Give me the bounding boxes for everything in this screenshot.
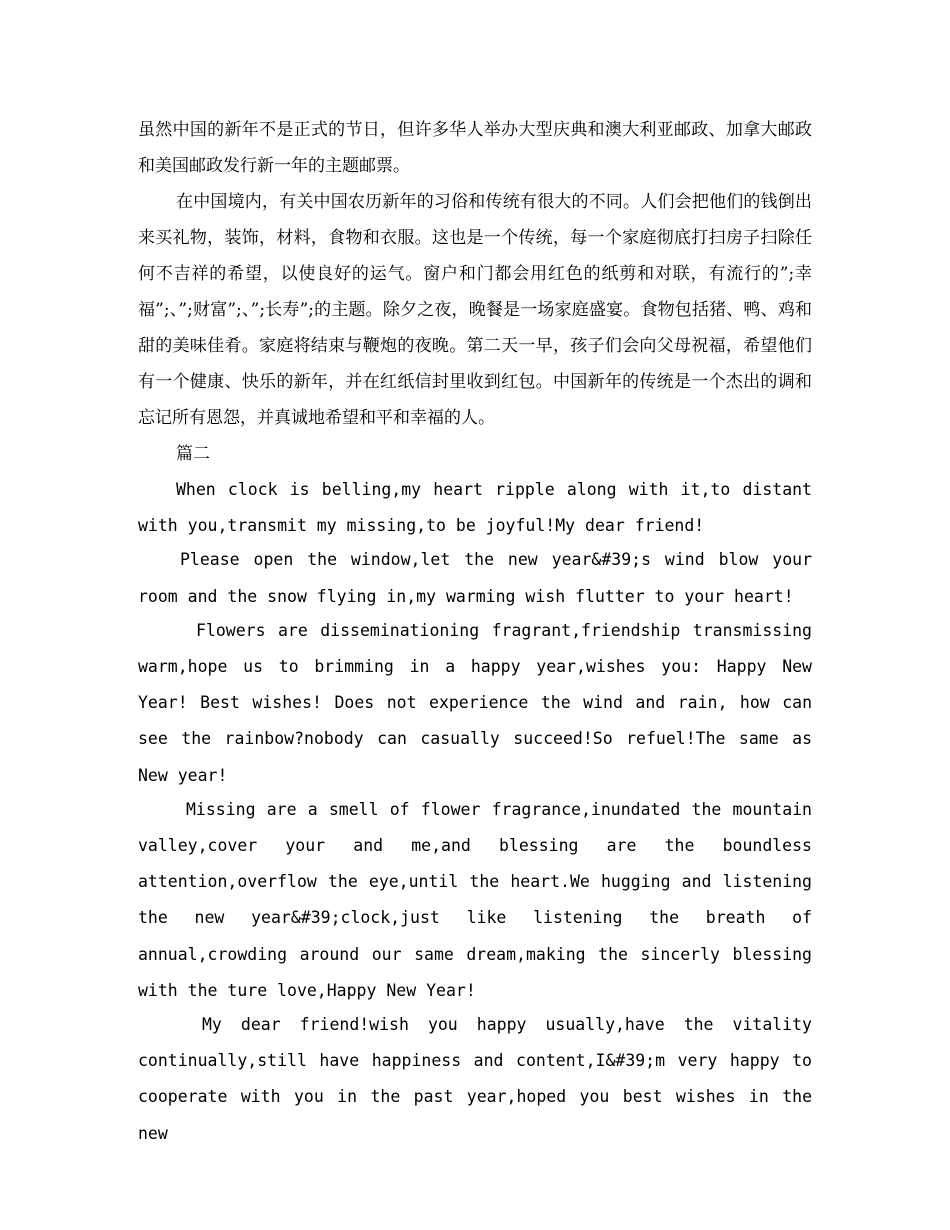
document-body xyxy=(138,112,822,1152)
paragraph-english-5: My dear friend!wish you happy usually,have the vitality continually,still have happiness and content,I&#39;m very happy to cooperate with you in the past year,hoped you best wishes in the new xyxy=(138,1015,822,1143)
paragraph-english-4: Missing are a smell of flower fragrance,inundated the mountain valley,cover your and me,and blessing are the boundless attention,overflow the eye,until the heart.We hugging and listening the new year&#39;clock,just like listening the breath of annual,crowding around our same dream,making the sincerly blessing with the ture love,Happy New Year! xyxy=(138,799,822,1000)
paragraph-english-2: Please open the window,let the new year&#39;s wind blow your room and the snow flying in,my warming wish flutter to your heart! xyxy=(138,550,822,606)
paragraph-chinese-1: 虽然中国的新年不是正式的节日，但许多华人举办大型庆典和澳大利亚邮政、加拿大邮政和美国邮政发行新一年的主题邮票。 xyxy=(138,120,812,176)
paragraph-chinese-2: 在中国境内，有关中国农历新年的习俗和传统有很大的不同。人们会把他们的钱倒出来买礼物，装饰，材料，食物和衣服。这也是一个传统，每一个家庭彻底打扫房子扫除任何不吉祥的希望，以使良好的运气。窗户和门都会用红色的纸剪和对联，有流行的”;幸福”;、”;财富”;、”;长寿”;的主题。除夕之夜，晚餐是一场家庭盛宴。食物包括猪、鸭、鸡和甜的美味佳肴。家庭将结束与鞭炮的夜晚。第二天一早，孩子们会向父母祝福，希望他们有一个健康、快乐的新年，并在红纸信封里收到红包。中国新年的传统是一个杰出的调和忘记所有恩怨，并真诚地希望和平和幸福的人。 xyxy=(138,192,812,428)
paragraph-english-1: When clock is belling,my heart ripple along with it,to distant with you,transmit my missing,to be joyful!My dear friend! xyxy=(138,480,822,536)
paragraph-english-3: Flowers are disseminationing fragrant,friendship transmissing warm,hope us to brimming in a happy year,wishes you: Happy New Year! Best wishes! Does not experience the wind and rain, how can see the rainbow?nobody can casually succeed!So refuel!The same as New year! xyxy=(138,620,822,785)
section-heading: 篇二 xyxy=(176,444,210,464)
